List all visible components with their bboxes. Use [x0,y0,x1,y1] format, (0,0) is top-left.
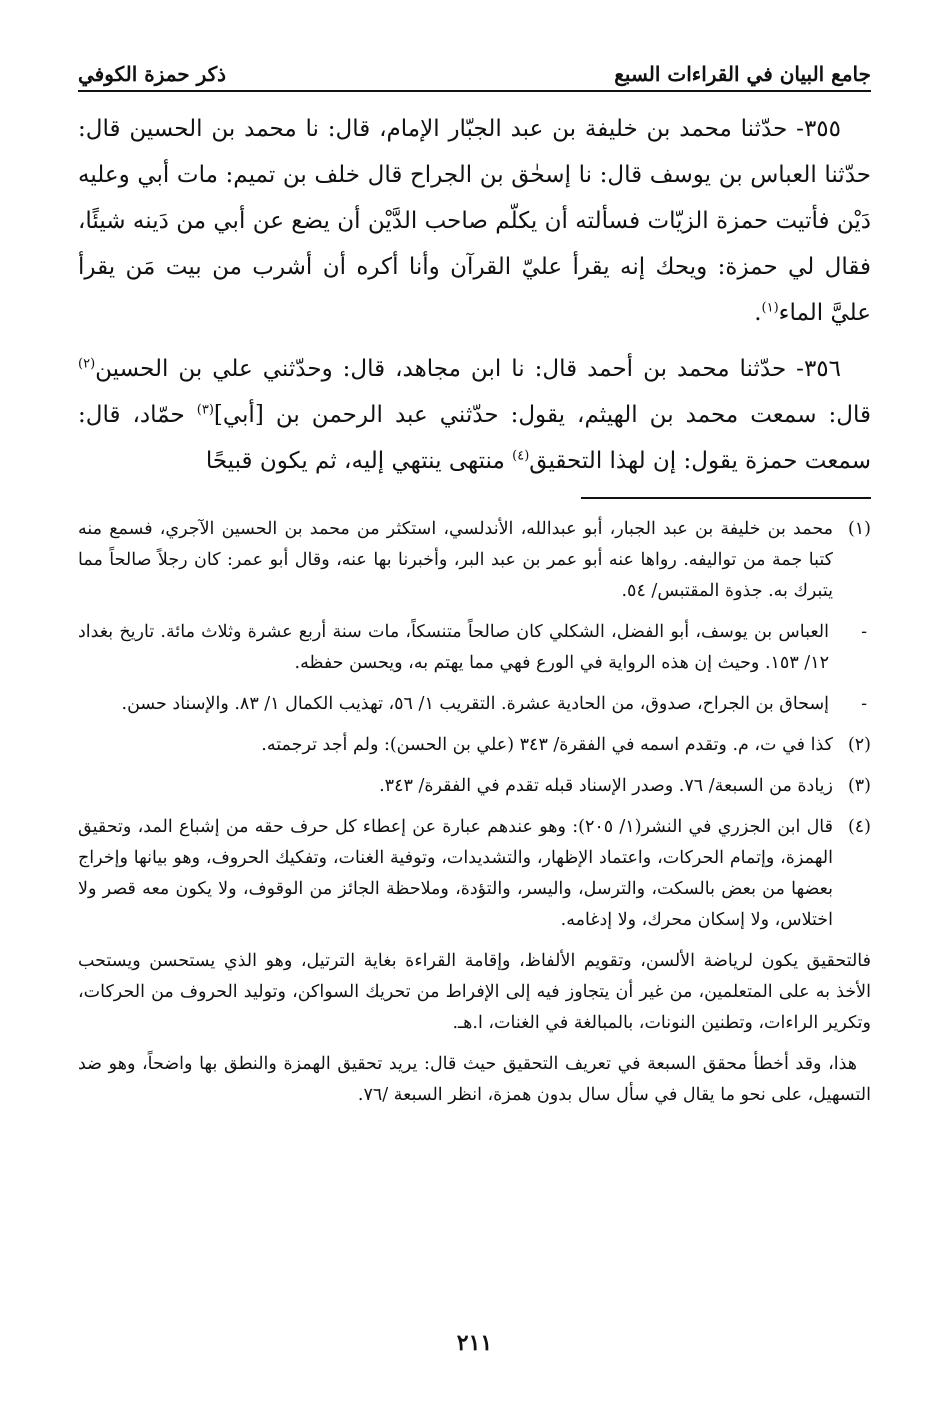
footnote-marker: (٤) [847,817,871,837]
paragraph-text: قال: سمعت محمد بن الهيثم، يقول: حدّثني عبد الرحمن بن [أبي] [213,402,871,428]
footnote-ref-1[interactable]: (١) [761,300,779,316]
footnote-continuation-tahqiq: فالتحقيق يكون لرياضة الألسن، وتقويم الألفاظ، وإقامة القراءة بغاية الترتيل، وهو الذي يستحسن ويستحب الأخذ به على المتعلمين، من غير أن يتجاوز فيه إلى الإفراط من تحريك السواكن، وتوليد الحروف من الحركات، وتكرير الراءات، وتطنين النونات، بالمبالغة في الغنات، ا.هـ. [78,951,871,1033]
paragraph-text: ٣٥٦- حدّثنا محمد بن أحمد قال: نا ابن مجاهد، قال: وحدّثني علي بن الحسين [95,356,841,382]
footnote-marker: (٢) [847,735,871,755]
footnote-text: كذا في ت، م. وتقدم اسمه في الفقرة/ ٣٤٣ (علي بن الحسن): ولم أجد ترجمته. [261,735,833,755]
paragraph-text: منتهى ينتهي إليه، ثم يكون قبيحًا [205,448,513,474]
footnote-text: إسحاق بن الجراح، صدوق، من الحادية عشرة. التقريب ١/ ٥٦، تهذيب الكمال ١/ ٨٣. والإسناد حسن. [121,694,829,714]
footnote-2 [78,730,871,761]
footnote-3 [78,771,871,802]
footnote-1-abbas [78,617,871,679]
footnote-ref-3[interactable]: (٣) [196,402,214,418]
footnote-dash: - [861,694,867,714]
paragraph-text: ٣٥٥- حدّثنا محمد بن خليفة بن عبد الجبّار الإمام، قال: نا محمد بن الحسين قال: حدّثنا العباس بن يوسف قال: نا إسحٰق بن الجراح قال خلف بن تميم: مات أبي وعليه دَيْن فأتيت حمزة الزيّات فسألته أن يكلّم صاحب الدَّيْن أن يضع عن أبي من دَينه شيئًا، فقال لي حمزة: ويحك إنه يقرأ عليّ القرآن وأنا أكره أن أشرب من بيت مَن يقرأ عليَّ الماء [78,116,871,326]
footnote-continuation-correction: هذا، وقد أخطأ محقق السبعة في تعريف التحقيق حيث قال: يريد تحقيق الهمزة والنطق بها واضحاً، وهو ضد التسهيل، على نحو ما يقال في سأل سال بدون همزة، انظر السبعة /٧٦. [78,1054,871,1105]
footnote-separator [581,497,871,499]
running-header [78,52,871,92]
footnotes [78,514,871,1121]
footnote-text: محمد بن خليفة بن عبد الجبار، أبو عبدالله، الأندلسي، استكثر من محمد بن الحسين الآجري، فسمع منه كتبا جمة من تواليفه. رواها عنه أبو عمر بن عبد البر، وأخبرنا بها عنه، وقال أبو عمر: كان رجلاً صالحاً مما يتبرك به. جذوة المقتبس/ ٥٤. [78,519,833,601]
footnote-marker: (١) [847,519,871,539]
footnote-text: العباس بن يوسف، أبو الفضل، الشكلي كان صالحاً متنسكاً، مات سنة أربع عشرة وثلاث مائة. تاريخ بغداد ١٢/ ١٥٣. وحيث إن هذه الرواية في الورع فهي مما يهتم به، ويحسن حفظه. [78,622,829,673]
footnote-marker: (٣) [847,776,871,796]
paragraph-end: . [754,300,762,326]
paragraph-355 [78,106,871,336]
footnote-1 [78,514,871,607]
footnote-text: قال ابن الجزري في النشر(١/ ٢٠٥): وهو عندهم عبارة عن إعطاء كل حرف حقه من إشباع المد، وتحقيق الهمزة، وإتمام الحركات، واعتماد الإظهار، والتشديدات، وتوفية الغنات، وتفكيك الحروف، وهو بيانها وإخراج بعضها من بعض بالسكت، والترسل، واليسر، والتؤدة، وملاحظة الجائز من الوقوف، ولا يكون معه قصر ولا اختلاس، ولا إسكان محرك، ولا إدغامه. [78,817,833,930]
paragraph-356 [78,346,871,484]
header-chapter-title: ذكر حمزة الكوفي [78,62,227,86]
footnote-1-ishaq [78,689,871,720]
footnote-ref-4[interactable]: (٤) [512,448,530,464]
footnote-dash: - [861,622,867,642]
footnote-ref-2[interactable]: (٢) [78,356,96,372]
footnote-4 [78,812,871,936]
paragraph-text: حمّاد، قال: سمعت حمزة يقول: إن لهذا التحقيق [78,402,871,474]
footnote-text: زيادة من السبعة/ ٧٦. وصدر الإسناد قبله تقدم في الفقرة/ ٣٤٣. [379,776,833,796]
main-text [78,106,871,494]
header-book-title: جامع البيان في القراءات السبع [614,62,871,86]
page-number: ٢١١ [456,1330,493,1356]
